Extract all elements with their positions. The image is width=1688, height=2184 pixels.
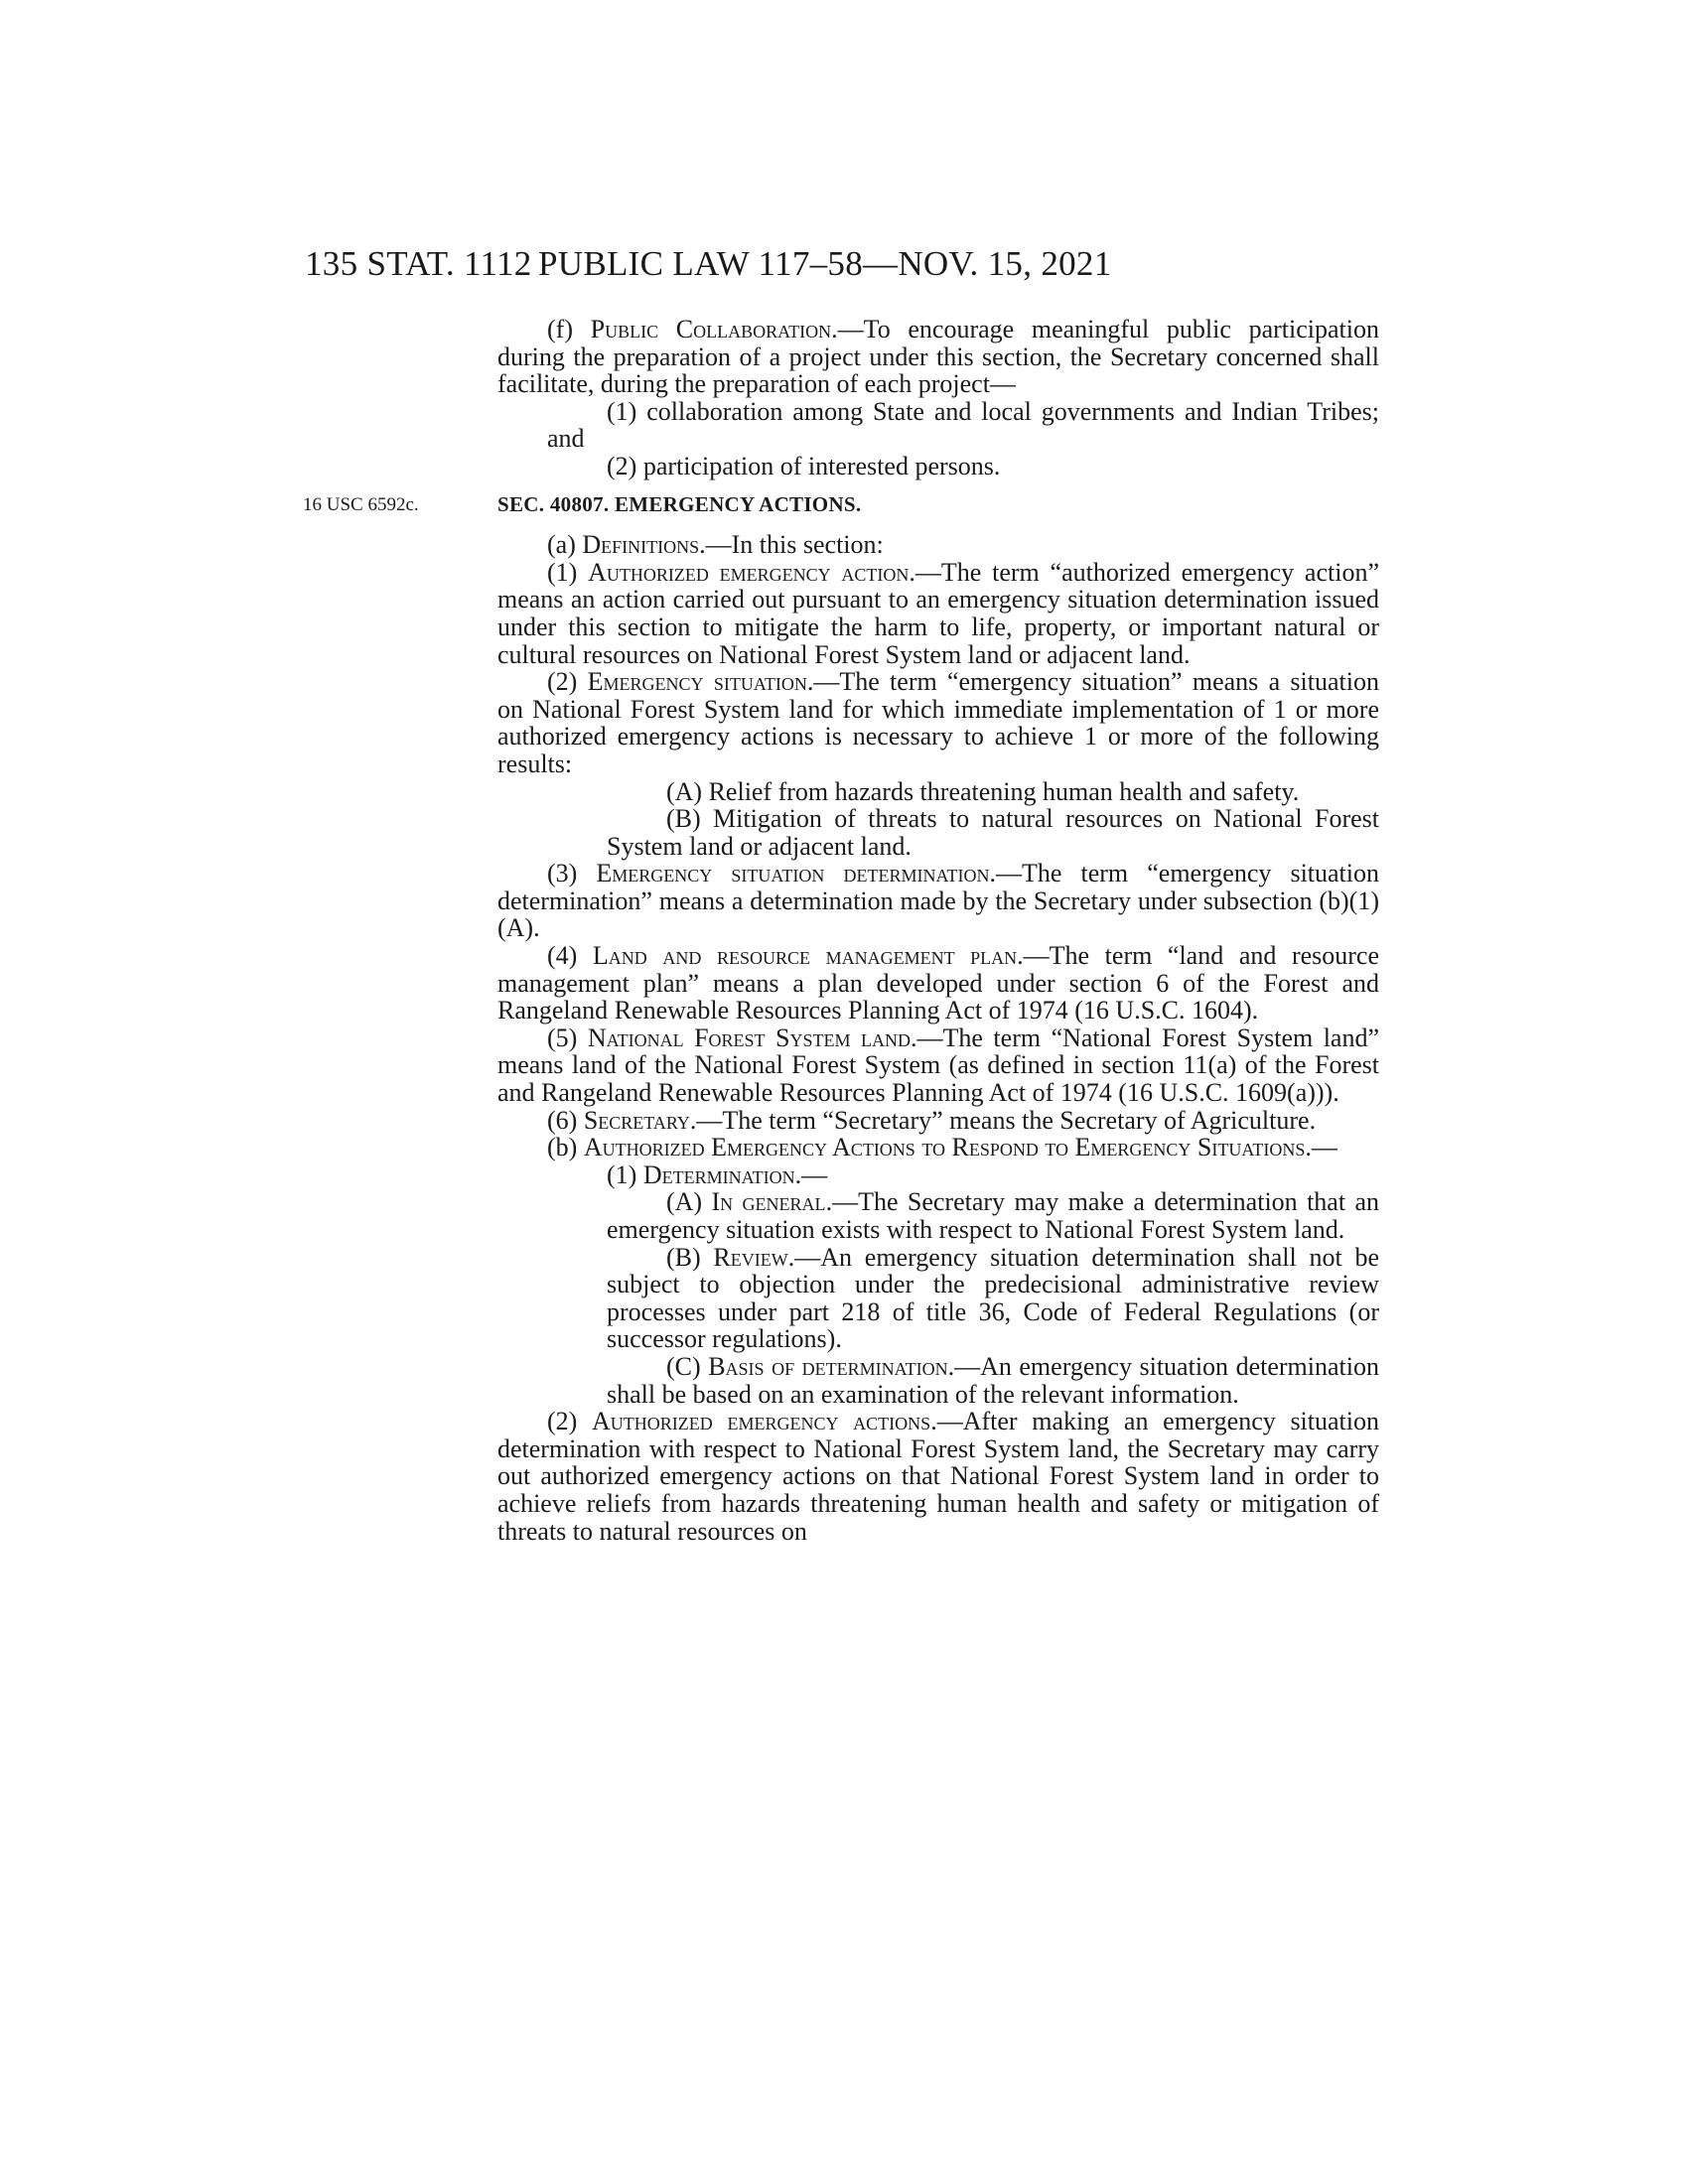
statute-page-number: 135 STAT. 1112 xyxy=(305,244,532,283)
paragraph-f-1: (1) collaboration among State and local governments and Indian Tribes; and xyxy=(547,396,1379,454)
definition-1: (1) Authorized emergency action.—The term “authorized emergency action” means an action carried out pursuant to an emergency situation determination issued under this section to mitigate the harm to life, property, or important natural or cultural resources on National Forest System land or adjacent land. xyxy=(497,557,1379,669)
definition-5: (5) National Forest System land.—The term “National Forest System land” means land of the National Forest System (as defined in section 11(a) of the Forest and Rangeland Renewable Resources Planning Act of 1974 (16 U.S.C. 1609(a))). xyxy=(497,1023,1380,1108)
definition-4: (4) Land and resource management plan.—The term “land and resource management plan” means a plan developed under section 6 of the Forest and Rangeland Renewable Resources Planning Act of 1974 (16 U.S.C. 1604). xyxy=(497,941,1379,1025)
paragraph-f-2: (2) participation of interested persons. xyxy=(607,451,1001,480)
paragraph-b-1: (1) Determination.— xyxy=(607,1160,828,1189)
definition-6: (6) Secretary.—The term “Secretary” means the Secretary of Agriculture. xyxy=(547,1105,1317,1135)
public-law-title: PUBLIC LAW 117–58—NOV. 15, 2021 xyxy=(538,244,1112,283)
subsection-a: (a) Definitions.—In this section: xyxy=(547,530,884,560)
usc-sidenote: 16 USC 6592c. xyxy=(303,493,419,515)
paragraph-b-2: (2) Authorized emergency actions.—After making an emergency situation determination with respect to National Forest System land, the Secretary may carry out authorized emergency actions on that National Forest System land in order to achieve reliefs from hazards threatening human health and safety or mitigation of threats to natural resources on xyxy=(497,1407,1379,1546)
definition-2-B: (B) Mitigation of threats to natural resources on National Forest System land or adjacent land. xyxy=(607,804,1379,861)
heading-authorized-emergency-actions: Authorized Emergency Actions to Respond to Emergency Situations xyxy=(583,1133,1306,1162)
heading-definitions: Definitions xyxy=(582,530,700,560)
section-heading: 16 USC 6592c. SEC. 40807. EMERGENCY ACTIONS. xyxy=(497,491,1379,519)
page-header xyxy=(305,244,1397,294)
paragraph-b-1-C: (C) Basis of determination.—An emergency situation determination shall be based on an examination of the relevant information. xyxy=(607,1351,1379,1409)
heading-public-collaboration: Public Collaboration xyxy=(590,315,832,343)
definition-2: (2) Emergency situation.—The term “emergency situation” means a situation on National Forest System land for which immediate implementation of 1 or more authorized emergency actions is necessary to achieve 1 or more of the following results: xyxy=(497,667,1379,778)
document-body xyxy=(303,315,1380,1546)
paragraph-b-1-B: (B) Review.—An emergency situation determination shall not be subject to objection under the predecisional administrative review processes under part 218 of title 36, Code of Federal Regulations (or successor regulations). xyxy=(607,1242,1379,1354)
subsection-b: (b) Authorized Emergency Actions to Respond to Emergency Situations.— xyxy=(547,1133,1337,1162)
paragraph-b-1-A: (A) In general.—The Secretary may make a determination that an emergency situation exists with respect to National Forest System land. xyxy=(607,1187,1379,1244)
paragraph-f: (f) Public Collaboration.—To encourage meaningful public participation during the preparation of a project under this section, the Secretary concerned shall facilitate, during the preparation of each project— xyxy=(497,315,1379,399)
definition-3: (3) Emergency situation determination.—The term “emergency situation determination” means a determination made by the Secretary under subsection (b)(1)(A). xyxy=(497,859,1380,943)
definition-2-A: (A) Relief from hazards threatening human health and safety. xyxy=(666,776,1300,806)
